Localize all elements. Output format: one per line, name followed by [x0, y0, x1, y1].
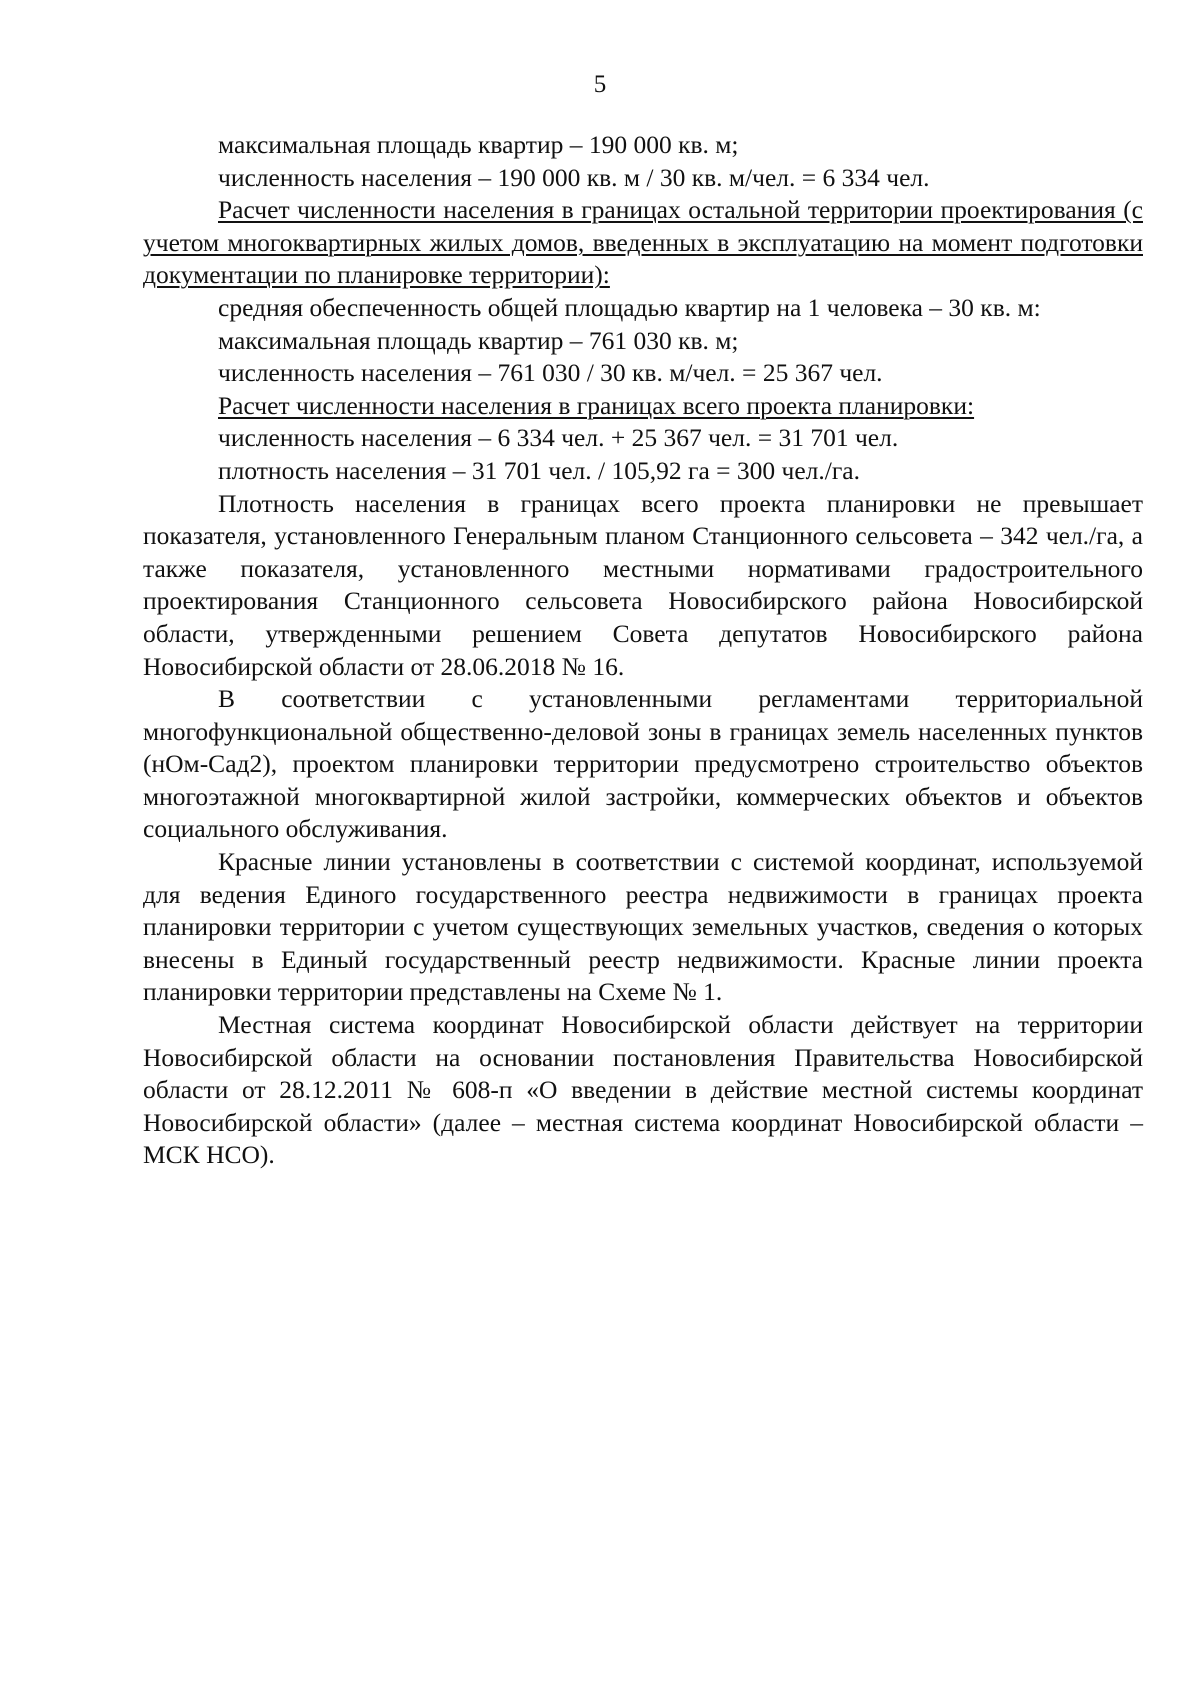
- text-line-max-area-2: максимальная площадь квартир – 761 030 кв. м;: [218, 325, 739, 355]
- paragraph-zoning: В соответствии с установленными регламентами территориальной многофункциональной общественно-деловой зоны в границах земель населенных пунктов (нОм-Сад2), проектом планировки территории предусмотрено строительство объектов многоэтажной многоквартирной жилой застройки, коммерческих объектов и объектов социального обслуживания.: [143, 684, 1143, 844]
- text-line-population-2: численность населения – 761 030 / 30 кв. м/чел. = 25 367 чел.: [218, 358, 883, 388]
- heading-remaining-territory: Расчет численности населения в границах остальной территории проектирования (с учетом многоквартирных жилых домов, введенных в эксплуатацию на момент подготовки документации по планировке территории):: [143, 195, 1143, 290]
- text-line-max-area-1: максимальная площадь квартир – 190 000 кв. м;: [218, 130, 739, 159]
- paragraph-coordinate-system: Местная система координат Новосибирской области действует на территории Новосибирской области на основании постановления Правительства Новосибирской области от 28.12.2011 № 608-п «О введении в действие местной системы координат Новосибирской области» (далее – местная система координат Новосибирской области – МСК НСО).: [143, 1010, 1143, 1170]
- paragraph-density: Плотность населения в границах всего проекта планировки не превышает показателя, установленного Генеральным планом Станционного сельсовета – 342 чел./га, а также показателя, установленного местными нормативами градостроительного проектирования Станционного сельсовета Новосибирского района Новосибирской области, утвержденными решением Совета депутатов Новосибирского района Новосибирской области от 28.06.2018 № 16.: [143, 488, 1143, 681]
- page-number: 5: [593, 71, 607, 98]
- paragraph-red-lines: Красные линии установлены в соответствии с системой координат, используемой для ведения Единого государственного реестра недвижимости в границах проекта планировки территории с учетом существующих земельных участков, сведения о которых внесены в Единый государственный реестр недвижимости. Красные линии проекта планировки территории представлены на Схеме № 1.: [143, 847, 1143, 1007]
- text-line-average-provision: средняя обеспеченность общей площадью квартир на 1 человека – 30 кв. м:: [218, 292, 1041, 322]
- heading-total-project: Расчет численности населения в границах всего проекта планировки:: [218, 390, 975, 420]
- document-body: [143, 129, 1143, 1172]
- text-line-density: плотность населения – 31 701 чел. / 105,92 га = 300 чел./га.: [218, 455, 860, 485]
- text-line-population-total: численность населения – 6 334 чел. + 25 367 чел. = 31 701 чел.: [218, 423, 899, 453]
- text-line-population-1: численность населения – 190 000 кв. м / 30 кв. м/чел. = 6 334 чел.: [218, 162, 930, 192]
